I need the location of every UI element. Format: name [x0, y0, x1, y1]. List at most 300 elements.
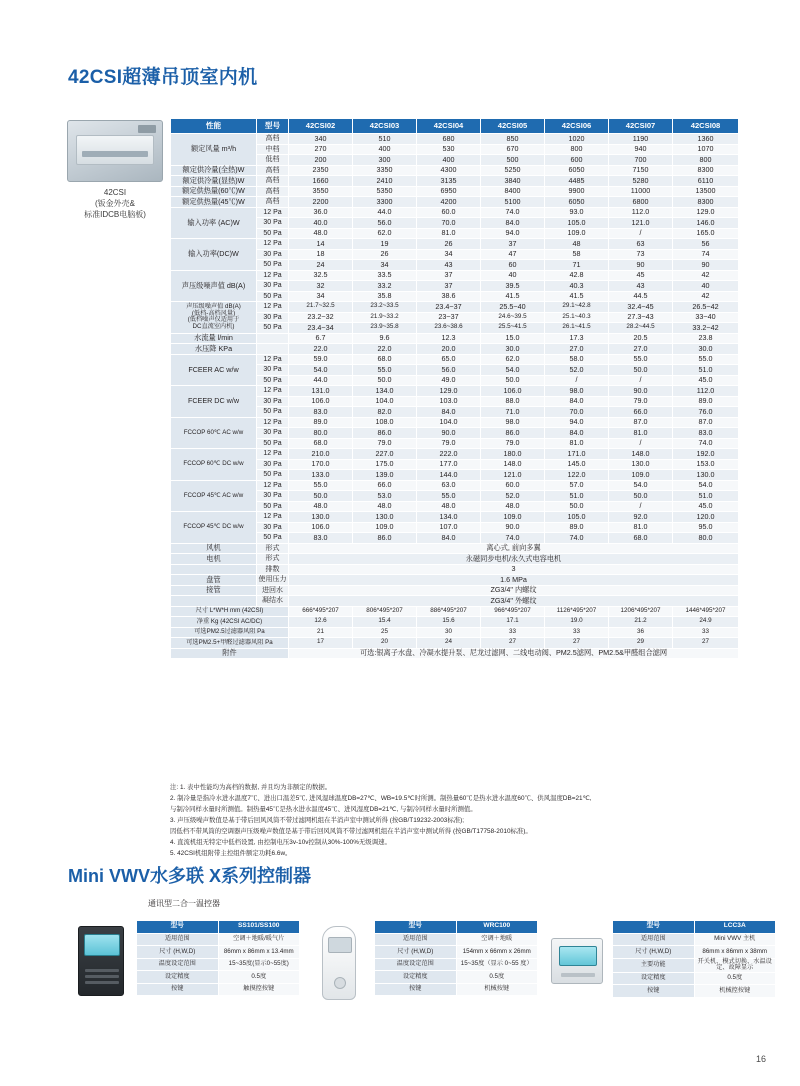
cell-value: 48.0 — [289, 228, 353, 239]
row-sublabel: 高档 — [257, 186, 289, 197]
cell-value: 800 — [545, 144, 609, 155]
cell-value: 95.0 — [673, 522, 739, 533]
controller-spec-table — [612, 920, 776, 998]
cell-value: 340 — [289, 134, 353, 145]
cell-value: 14 — [289, 239, 353, 250]
row-label: 输入功率 (AC)W — [171, 207, 257, 239]
cell-value: 27.0 — [545, 344, 609, 355]
cell-value: 90.0 — [417, 428, 481, 439]
cell-value: 44.0 — [353, 207, 417, 218]
cell-value: 1126*495*207 — [545, 606, 609, 617]
cell-value: 40 — [481, 270, 545, 281]
row-sublabel: 30 Pa — [257, 365, 289, 376]
row-label: 水流量 l/min — [171, 333, 257, 344]
cell-value: 121.0 — [609, 218, 673, 229]
cell-value: 90 — [609, 260, 673, 271]
table-row — [171, 512, 739, 523]
cell-value: 94.0 — [545, 417, 609, 428]
cell-value: 26.5~42 — [673, 302, 739, 313]
cell-value: 148.0 — [481, 459, 545, 470]
table-row — [171, 396, 739, 407]
cell-value: 55.0 — [353, 365, 417, 376]
table-row — [613, 946, 776, 959]
cell-value: 103.0 — [417, 396, 481, 407]
controller-row-label: 设定精度 — [375, 971, 457, 984]
table-row — [171, 386, 739, 397]
row-label: 额定供冷量(全热)W — [171, 165, 257, 176]
cell-value: 43 — [609, 281, 673, 292]
cell-value: 23~37 — [417, 312, 481, 323]
row-sublabel: 12 Pa — [257, 270, 289, 281]
cell-value: 44.5 — [609, 291, 673, 302]
cell-value: 84.0 — [545, 396, 609, 407]
controller-row-label: 适用范围 — [613, 933, 695, 946]
row-sublabel: 50 Pa — [257, 501, 289, 512]
cell-value: 38.6 — [417, 291, 481, 302]
product-caption — [60, 188, 170, 220]
table-row — [171, 522, 739, 533]
row-label: 额定风量 m³/h — [171, 134, 257, 166]
controller-row-value: 15~35度（显示 0~55 度） — [456, 958, 538, 971]
controller-row-value: 154mm x 66mm x 26mm — [456, 946, 538, 959]
row-sublabel: 形式 — [257, 554, 289, 565]
product-caption-line1: 42CSI — [103, 188, 127, 197]
cell-value: 112.0 — [609, 207, 673, 218]
cell-value: / — [545, 375, 609, 386]
cell-value: 30 — [417, 627, 481, 638]
row-sublabel: 30 Pa — [257, 396, 289, 407]
cell-value: 74.0 — [481, 533, 545, 544]
cell-value: 850 — [481, 134, 545, 145]
table-row — [375, 933, 538, 946]
spec-table-header-row — [171, 119, 739, 134]
cell-value: ZG3/4" 内螺纹 — [289, 585, 739, 596]
table-row — [171, 249, 739, 260]
table-row — [171, 606, 739, 617]
cell-value: 112.0 — [673, 386, 739, 397]
cell-value: 24.6~39.5 — [481, 312, 545, 323]
table-row — [171, 543, 739, 554]
cell-value: 17 — [289, 638, 353, 649]
cell-value: 84.0 — [545, 428, 609, 439]
row-label: 风机 — [171, 543, 257, 554]
controller-row-value: 86mm x 86mm x 38mm — [694, 946, 776, 959]
cell-value: 37 — [417, 270, 481, 281]
cell-value: 58.0 — [545, 354, 609, 365]
cell-value: 89.0 — [289, 417, 353, 428]
cell-value: 68.0 — [609, 533, 673, 544]
row-sublabel: 50 Pa — [257, 323, 289, 334]
table-row — [171, 312, 739, 323]
cell-value: 25.5~40 — [481, 302, 545, 313]
table-row — [171, 533, 739, 544]
cell-value: 94.0 — [481, 228, 545, 239]
table-row — [171, 323, 739, 334]
cell-value: 79.0 — [353, 438, 417, 449]
cell-value: 9900 — [545, 186, 609, 197]
table-row — [171, 375, 739, 386]
controller-row-value: 机械控按键 — [694, 985, 776, 998]
table-row — [171, 585, 739, 596]
cell-value: 27 — [673, 638, 739, 649]
cell-value: 33.2~42 — [673, 323, 739, 334]
cell-value: 680 — [417, 134, 481, 145]
controller-row-label: 按键 — [375, 983, 457, 996]
cell-value: 90.0 — [609, 386, 673, 397]
cell-value: 66.0 — [353, 480, 417, 491]
cell-value: 40.0 — [289, 218, 353, 229]
cell-value: 4300 — [417, 165, 481, 176]
cell-value: 84.0 — [417, 533, 481, 544]
cell-value: 22.0 — [353, 344, 417, 355]
row-label: 额定供热量(60℃)W — [171, 186, 257, 197]
cell-value: 84.0 — [481, 218, 545, 229]
cell-value: 170.0 — [289, 459, 353, 470]
controller-row-label: 尺寸 (H,W,D) — [137, 946, 219, 959]
row-label: FCEER DC w/w — [171, 386, 257, 418]
cell-value: 92.0 — [609, 512, 673, 523]
row-sublabel: 12 Pa — [257, 302, 289, 313]
cell-value: 109.0 — [545, 228, 609, 239]
table-row — [171, 438, 739, 449]
row-sublabel: 12 Pa — [257, 417, 289, 428]
cell-value: 24.9 — [673, 617, 739, 628]
table-row — [171, 239, 739, 250]
page-title: 42CSI超薄吊顶室内机 — [68, 67, 258, 88]
cell-value: 89.0 — [545, 522, 609, 533]
cell-value: 108.0 — [353, 417, 417, 428]
row-sublabel: 12 Pa — [257, 512, 289, 523]
note-line: 2. 制冷量是指冷水进水温度7℃、进出口温差5℃, 进风湿球温度DB=27℃、WB=19.5℃时所测。制热量60℃是热水进水温度60℃、供风温度DB=21℃, — [170, 794, 592, 802]
cell-value: 52.0 — [545, 365, 609, 376]
cell-value: / — [609, 228, 673, 239]
cell-value: 60.0 — [417, 207, 481, 218]
table-row — [171, 627, 739, 638]
cell-value: 55.0 — [289, 480, 353, 491]
cell-value: ZG3/4" 外螺纹 — [289, 596, 739, 607]
table-row — [171, 564, 739, 575]
cell-value: 54.0 — [609, 480, 673, 491]
row-sublabel: 30 Pa — [257, 491, 289, 502]
cell-value: 105.0 — [545, 512, 609, 523]
table-row — [171, 291, 739, 302]
row-sublabel: 进回水 — [257, 585, 289, 596]
cell-value: / — [609, 501, 673, 512]
note-line: 与制冷同样水量时所测值。制热量45℃是热水进水温度45℃、进风湿度DB=21℃, 与制冷同样水量时所测值。 — [170, 805, 477, 813]
table-row — [171, 480, 739, 491]
row-sublabel: 12 Pa — [257, 386, 289, 397]
cell-value: 106.0 — [481, 386, 545, 397]
cell-value: 51.0 — [673, 365, 739, 376]
row-label: FCCOP 45℃ AC w/w — [171, 480, 257, 512]
cell-value: 171.0 — [545, 449, 609, 460]
row-sublabel — [257, 344, 289, 355]
cell-value: 800 — [673, 155, 739, 166]
table-row — [171, 470, 739, 481]
cell-value: 56 — [673, 239, 739, 250]
cell-value: 34 — [417, 249, 481, 260]
cell-value: 886*495*207 — [417, 606, 481, 617]
header-model: 型号 — [257, 119, 289, 134]
cell-value: 8300 — [673, 197, 739, 208]
cell-value: 60.0 — [481, 480, 545, 491]
cell-value: 6950 — [417, 186, 481, 197]
cell-value: 26 — [417, 239, 481, 250]
table-row — [171, 228, 739, 239]
cell-value: 90 — [673, 260, 739, 271]
cell-value: 600 — [545, 155, 609, 166]
cell-value: 32.4~45 — [609, 302, 673, 313]
cell-value: 86.0 — [481, 428, 545, 439]
cell-value: 107.0 — [417, 522, 481, 533]
cell-value: 50.0 — [289, 491, 353, 502]
cell-value: 84.0 — [417, 407, 481, 418]
table-row — [375, 983, 538, 996]
cell-value: 6110 — [673, 176, 739, 187]
cell-value: 63 — [609, 239, 673, 250]
cell-value: 54.0 — [481, 365, 545, 376]
cell-value: 3350 — [353, 165, 417, 176]
cell-value: 36 — [609, 627, 673, 638]
cell-value: 4200 — [417, 197, 481, 208]
cell-value: 134.0 — [417, 512, 481, 523]
table-row — [171, 186, 739, 197]
cell-value: 48.0 — [353, 501, 417, 512]
cell-value: 19.0 — [545, 617, 609, 628]
cell-value: 34 — [353, 260, 417, 271]
cell-value: 530 — [417, 144, 481, 155]
row-label: 额定供热量(45℃)W — [171, 197, 257, 208]
cell-value: 48.0 — [417, 501, 481, 512]
cell-value: 34 — [289, 291, 353, 302]
cell-value: 70.0 — [545, 407, 609, 418]
cell-value: 70.0 — [417, 218, 481, 229]
table-row — [375, 921, 538, 934]
cell-value: 227.0 — [353, 449, 417, 460]
cell-value: 37 — [417, 281, 481, 292]
table-row — [375, 971, 538, 984]
table-row — [171, 407, 739, 418]
controller-row-value: 机械按键 — [456, 983, 538, 996]
cell-value: 57.0 — [545, 480, 609, 491]
cell-value: 148.0 — [609, 449, 673, 460]
cell-value: 3 — [289, 564, 739, 575]
cell-value: 32.5 — [289, 270, 353, 281]
cell-value: 45.0 — [673, 375, 739, 386]
table-row — [137, 971, 300, 984]
controller-row-label: 按键 — [137, 983, 219, 996]
cell-value: 27 — [481, 638, 545, 649]
cell-value: 68.0 — [353, 354, 417, 365]
header-42csi06: 42CSI06 — [545, 119, 609, 134]
cell-value: 80.0 — [673, 533, 739, 544]
row-sublabel: 高档 — [257, 134, 289, 145]
section-title-minivwv: Mini VWV水多联 X系列控制器 — [68, 866, 311, 886]
cell-value: 21.9~33.2 — [353, 312, 417, 323]
table-row — [613, 985, 776, 998]
row-sublabel: 中档 — [257, 144, 289, 155]
cell-value: 可选:银离子水盘、冷凝水提升泵、尼龙过滤网、二线电动阀、PM2.5滤网、PM2.5&甲醛组合滤网 — [289, 648, 739, 659]
controller-card — [308, 920, 538, 1008]
controller-header-value: SS101/SS100 — [218, 921, 300, 934]
product-image-block — [60, 120, 170, 220]
note-line: 5. 42CSI机组附带主控组件额定功耗6.6w。 — [170, 849, 292, 857]
cell-value: 33 — [481, 627, 545, 638]
cell-value: 21.2 — [609, 617, 673, 628]
row-sublabel: 12 Pa — [257, 354, 289, 365]
cell-value: 83.0 — [289, 533, 353, 544]
controller-row-value: 0.5度 — [218, 971, 300, 984]
row-sublabel: 形式 — [257, 543, 289, 554]
cell-value: 192.0 — [673, 449, 739, 460]
controller-row-label: 设定精度 — [613, 972, 695, 985]
row-label: 净重 Kg (42CSI AC/DC) — [171, 617, 289, 628]
cell-value: 56.0 — [417, 365, 481, 376]
cell-value: 120.0 — [673, 512, 739, 523]
controller-header-key: 型号 — [137, 921, 219, 934]
row-label: 电机 — [171, 554, 257, 565]
cell-value: 1020 — [545, 134, 609, 145]
controller-header-key: 型号 — [613, 921, 695, 934]
cell-value: 68.0 — [289, 438, 353, 449]
cell-value: 50.0 — [545, 501, 609, 512]
cell-value: 56.0 — [353, 218, 417, 229]
cell-value: 42 — [673, 270, 739, 281]
cell-value: 55.0 — [673, 354, 739, 365]
note-line: 3. 声压级噪声数值是基于带后回风风筒不带过滤网机组在半消声室中测试所得 (按GB/T19232-2003标准); — [170, 816, 465, 824]
row-label: 声压级噪声值 dB(A) — [171, 270, 257, 302]
cell-value: 81.0 — [609, 428, 673, 439]
table-row — [613, 921, 776, 934]
header-42csi03: 42CSI03 — [353, 119, 417, 134]
cell-value: 17.1 — [481, 617, 545, 628]
cell-value: 88.0 — [481, 396, 545, 407]
cell-value: 5250 — [481, 165, 545, 176]
cell-value: 45 — [609, 270, 673, 281]
row-sublabel: 30 Pa — [257, 249, 289, 260]
cell-value: 177.0 — [417, 459, 481, 470]
cell-value: 2350 — [289, 165, 353, 176]
cell-value: 62.0 — [353, 228, 417, 239]
cell-value: 42.8 — [545, 270, 609, 281]
cell-value: 93.0 — [545, 207, 609, 218]
cell-value: 59.0 — [289, 354, 353, 365]
controller-row-value: 触摸控按键 — [218, 983, 300, 996]
cell-value: 80.0 — [289, 428, 353, 439]
cell-value: 63.0 — [417, 480, 481, 491]
cell-value: 2410 — [353, 176, 417, 187]
table-row — [171, 459, 739, 470]
cell-value: 74.0 — [481, 207, 545, 218]
controller-spec-table — [136, 920, 300, 996]
cell-value: 3840 — [481, 176, 545, 187]
table-row — [137, 946, 300, 959]
table-row — [171, 333, 739, 344]
cell-value: 83.0 — [673, 428, 739, 439]
cell-value: 666*495*207 — [289, 606, 353, 617]
cell-value: 966*495*207 — [481, 606, 545, 617]
table-row — [613, 958, 776, 972]
header-42csi07: 42CSI07 — [609, 119, 673, 134]
table-row — [137, 983, 300, 996]
notes-block — [170, 783, 738, 859]
table-row — [171, 417, 739, 428]
cell-value: 175.0 — [353, 459, 417, 470]
header-42csi05: 42CSI05 — [481, 119, 545, 134]
cell-value: 55.0 — [417, 491, 481, 502]
row-label: 可选PM2.5+甲醛过滤器风阻 Pa — [171, 638, 289, 649]
cell-value: 24 — [289, 260, 353, 271]
cell-value: 76.0 — [673, 407, 739, 418]
header-42csi02: 42CSI02 — [289, 119, 353, 134]
controller-row-value: 15~35度(显示0~55度) — [218, 958, 300, 971]
cell-value: 9.6 — [353, 333, 417, 344]
cell-value: 129.0 — [673, 207, 739, 218]
row-sublabel: 50 Pa — [257, 260, 289, 271]
table-row — [171, 491, 739, 502]
cell-value: 54.0 — [673, 480, 739, 491]
cell-value: 109.0 — [609, 470, 673, 481]
table-row — [171, 648, 739, 659]
cell-value: 18 — [289, 249, 353, 260]
cell-value: 700 — [609, 155, 673, 166]
cell-value: 130.0 — [673, 470, 739, 481]
cell-value: 7150 — [609, 165, 673, 176]
table-row — [375, 958, 538, 971]
cell-value: 6050 — [545, 165, 609, 176]
cell-value: 133.0 — [289, 470, 353, 481]
table-row — [171, 144, 739, 155]
table-row — [171, 617, 739, 628]
controller-spec-table — [374, 920, 538, 996]
cell-value: 58 — [545, 249, 609, 260]
cell-value: 32 — [289, 281, 353, 292]
table-row — [171, 197, 739, 208]
cell-value: 50.0 — [481, 375, 545, 386]
product-caption-line3: 标准IDCB电脑板) — [84, 209, 146, 219]
cell-value: 121.0 — [481, 470, 545, 481]
cell-value: 42 — [673, 291, 739, 302]
cell-value: 500 — [481, 155, 545, 166]
page-number: 16 — [755, 1054, 766, 1064]
cell-value: 21.7~32.5 — [289, 302, 353, 313]
controller-device-image — [70, 924, 132, 1002]
cell-value: 52.0 — [481, 491, 545, 502]
cell-value: 65.0 — [417, 354, 481, 365]
cell-value: 122.0 — [545, 470, 609, 481]
cell-value: 27.0 — [609, 344, 673, 355]
cell-value: 27 — [545, 638, 609, 649]
cell-value: 79.0 — [481, 438, 545, 449]
controller-row-value: Mini VWV 主机 — [694, 933, 776, 946]
controller-row-label: 主要功能 — [613, 958, 695, 972]
row-sublabel: 低档 — [257, 155, 289, 166]
cell-value: 134.0 — [353, 386, 417, 397]
table-row — [171, 270, 739, 281]
cell-value: 23.4~34 — [289, 323, 353, 334]
table-row — [171, 176, 739, 187]
cell-value: 165.0 — [673, 228, 739, 239]
cell-value: 33 — [545, 627, 609, 638]
cell-value: 27.3~43 — [609, 312, 673, 323]
cell-value: 98.0 — [481, 417, 545, 428]
cell-value: 86.0 — [353, 428, 417, 439]
table-row — [171, 155, 739, 166]
product-photo-42csi — [67, 120, 163, 182]
table-row — [171, 344, 739, 355]
row-label: 尺寸 L*W*H mm (42CSI) — [171, 606, 289, 617]
cell-value: 6.7 — [289, 333, 353, 344]
